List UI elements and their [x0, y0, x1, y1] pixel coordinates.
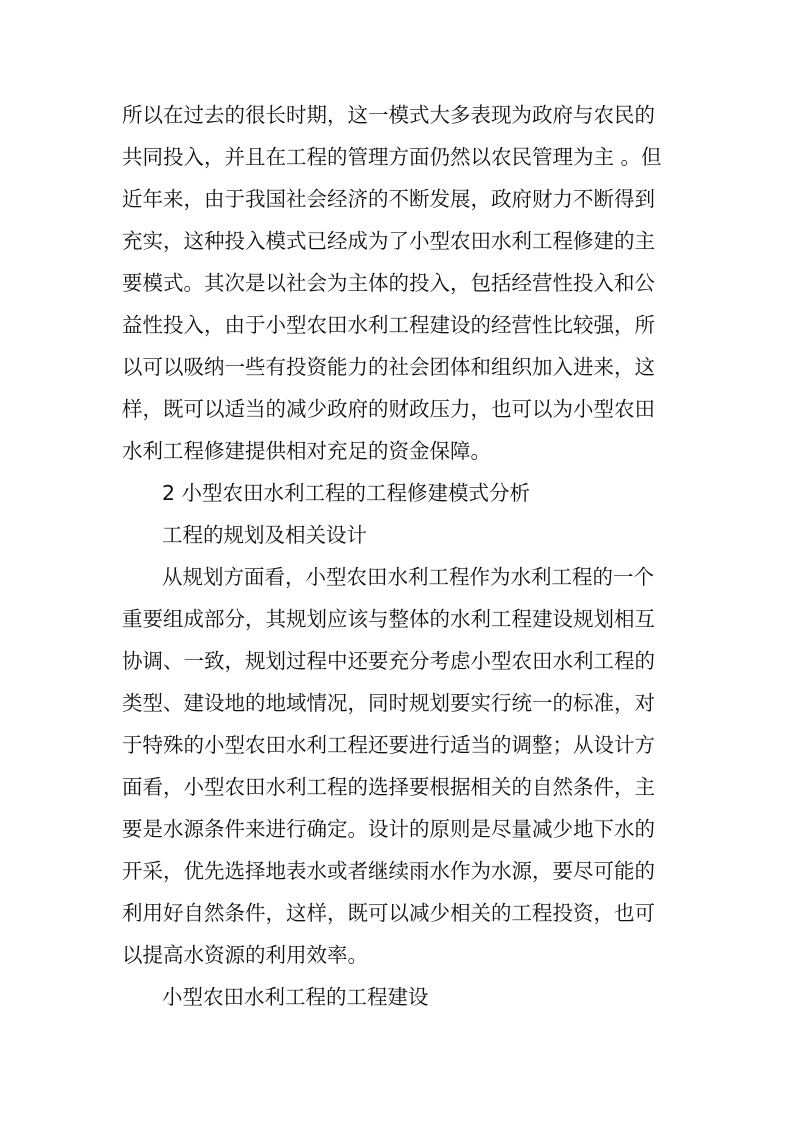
paragraph-line: 重要组成部分，其规划应该与整体的水利工程建设规划相互	[122, 607, 655, 631]
paragraph-line: 水利工程修建提供相对充足的资金保障。	[122, 439, 491, 463]
paragraph-line: 充实，这种投入模式已经成为了小型农田水利工程修建的主	[122, 229, 655, 253]
paragraph-line: 利用好自然条件，这样，既可以减少相关的工程投资，也可	[122, 901, 655, 925]
paragraph-line: 从规划方面看，小型农田水利工程作为水利工程的一个	[162, 565, 654, 589]
paragraph-line: 要模式。其次是以社会为主体的投入，包括经营性投入和公	[122, 271, 655, 295]
subheading-construction: 小型农田水利工程的工程建设	[162, 985, 429, 1009]
paragraph-line: 以提高水资源的利用效率。	[122, 943, 368, 967]
paragraph-line: 开采，优先选择地表水或者继续雨水作为水源，要尽可能的	[122, 859, 655, 883]
paragraph-line: 以可以吸纳一些有投资能力的社会团体和组织加入进来，这	[122, 355, 655, 379]
paragraph-line: 要是水源条件来进行确定。设计的原则是尽量减少地下水的	[122, 817, 655, 841]
paragraph-line: 协调、一致，规划过程中还要充分考虑小型农田水利工程的	[122, 649, 655, 673]
paragraph-line: 于特殊的小型农田水利工程还要进行适当的调整；从设计方	[122, 733, 655, 757]
paragraph-line: 类型、建设地的地域情况，同时规划要实行统一的标准，对	[122, 691, 655, 715]
paragraph-line: 样，既可以适当的减少政府的财政压力，也可以为小型农田	[122, 397, 655, 421]
paragraph-line: 所以在过去的很长时期，这一模式大多表现为政府与农民的	[122, 103, 655, 127]
subheading-planning: 工程的规划及相关设计	[162, 523, 367, 547]
paragraph-line: 益性投入，由于小型农田水利工程建设的经营性比较强，所	[122, 313, 655, 337]
paragraph-line: 共同投入，并且在工程的管理方面仍然以农民管理为主 。但	[122, 145, 662, 169]
paragraph-line: 近年来，由于我国社会经济的不断发展，政府财力不断得到	[122, 187, 655, 211]
paragraph-line: 面看，小型农田水利工程的选择要根据相关的自然条件，主	[122, 775, 655, 799]
section-heading: 2 小型农田水利工程的工程修建模式分析	[162, 481, 531, 505]
